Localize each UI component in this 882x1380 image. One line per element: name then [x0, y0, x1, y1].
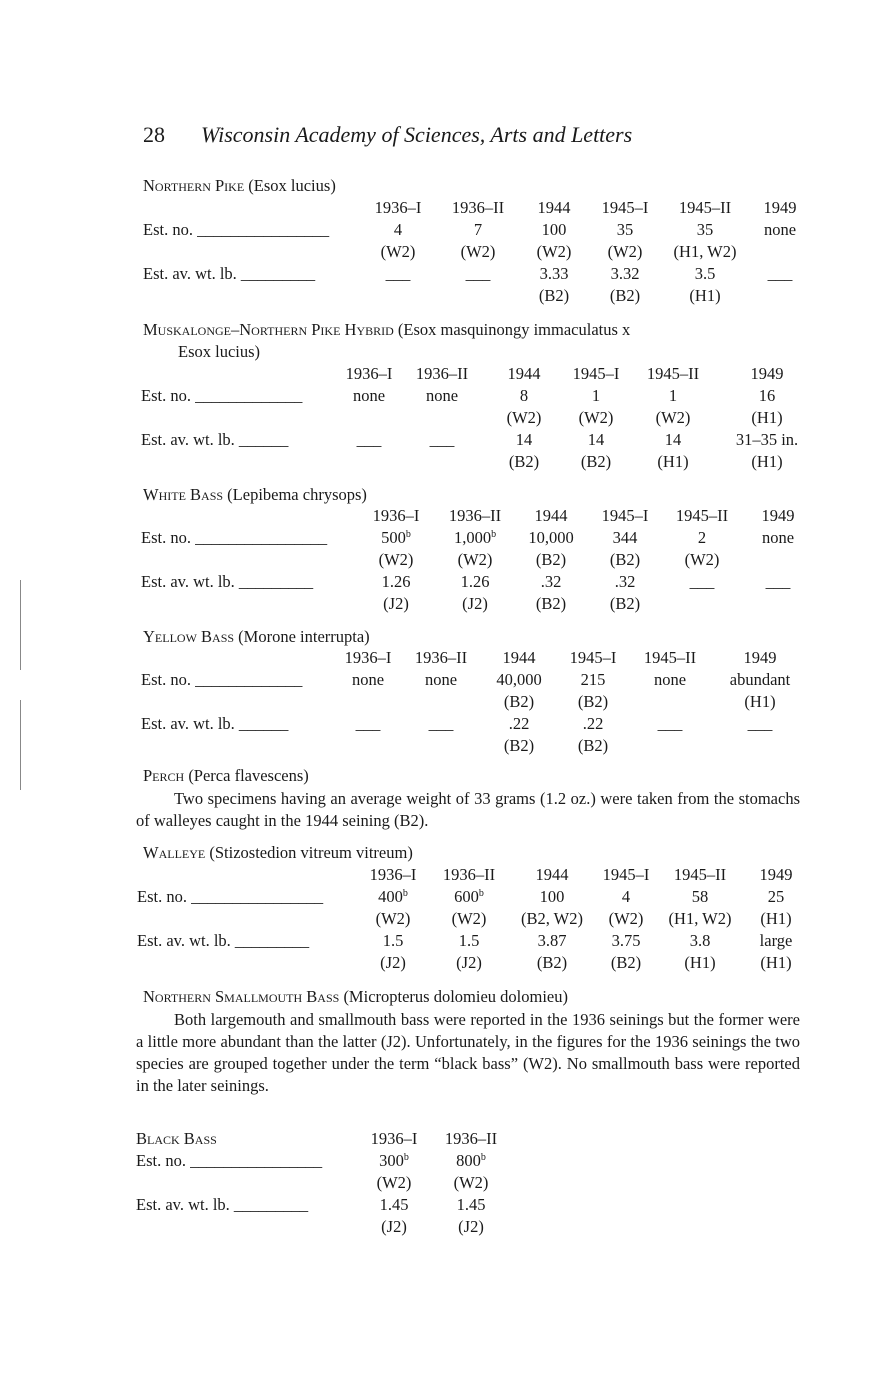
weight-value: 1.5 — [458, 931, 480, 950]
weight-value: 1.5 — [382, 931, 404, 950]
est-no-value: 600$^b$ — [454, 887, 484, 906]
est-no-source: (B2) — [503, 692, 535, 711]
year-header: 1945–I — [601, 506, 649, 525]
year-header: 1945–I — [602, 865, 650, 884]
running-title: Wisconsin Academy of Sciences, Arts and Letters — [201, 122, 633, 147]
est-no-source: (B2) — [577, 692, 609, 711]
est-no-value: 1 — [591, 386, 601, 405]
year-header: 1944 — [534, 506, 568, 525]
est-no-value: 4 — [393, 220, 403, 239]
est-no-source: (W2) — [460, 242, 496, 261]
weight-source: (B2) — [536, 953, 568, 972]
year-header: 1949 — [759, 865, 793, 884]
year-header: 1945–II — [673, 865, 727, 884]
weight-value: ___ — [355, 714, 381, 733]
year-header: 1945–I — [572, 364, 620, 383]
est-no-value: 344 — [612, 528, 638, 547]
est-no-value: none — [352, 386, 386, 405]
est-no-source: (B2) — [609, 550, 641, 569]
est-no-value: 500$^b$ — [381, 528, 411, 547]
margin-mark — [20, 580, 21, 670]
est-no-source: (H1, W2) — [673, 242, 737, 261]
row-label-est-no: Est. no. _____________ — [141, 386, 303, 405]
est-no-value: 35 — [616, 220, 634, 239]
footnote-marker: b — [405, 529, 411, 540]
year-header: 1936–I — [344, 648, 392, 667]
weight-source: (H1) — [751, 452, 783, 471]
year-header: 1945–I — [569, 648, 617, 667]
row-label-est-no: Est. no. ________________ — [141, 528, 328, 547]
row-label-est-no: Est. no. ________________ — [143, 220, 330, 239]
est-no-source: (W2) — [607, 242, 643, 261]
est-no-value: 100 — [541, 220, 567, 239]
year-header: 1936–II — [451, 198, 505, 217]
weight-value: 3.5 — [694, 264, 716, 283]
weight-value: 14 — [587, 430, 605, 449]
footnote-marker: b — [480, 1152, 486, 1163]
year-header: 1936–II — [442, 865, 496, 884]
weight-source: (H1) — [689, 286, 721, 305]
footnote-marker: b — [478, 888, 484, 899]
year-header: 1936–I — [369, 865, 417, 884]
est-no-source: (W2) — [655, 408, 691, 427]
row-label-weight: Est. av. wt. lb. ______ — [141, 430, 289, 449]
row-label-weight: Est. av. wt. lb. _________ — [143, 264, 316, 283]
weight-value: ___ — [428, 714, 454, 733]
weight-value: ___ — [689, 572, 715, 591]
section-heading-northern-pike: Northern Pike (Esox lucius) — [143, 176, 336, 195]
weight-value: 14 — [664, 430, 682, 449]
year-header: 1936–I — [370, 1129, 418, 1148]
year-header: 1936–II — [448, 506, 502, 525]
year-header: 1936–II — [444, 1129, 498, 1148]
est-no-value: none — [351, 670, 385, 689]
est-no-source: (W2) — [453, 1173, 489, 1192]
est-no-source: (W2) — [608, 909, 644, 928]
est-no-value: 40,000 — [496, 670, 542, 689]
weight-value: .22 — [508, 714, 530, 733]
year-header: 1936–I — [345, 364, 393, 383]
weight-value: 31–35 in. — [735, 430, 799, 449]
row-label-weight: Est. av. wt. lb. _________ — [141, 572, 314, 591]
weight-value: 3.75 — [611, 931, 641, 950]
est-no-source: (W2) — [506, 408, 542, 427]
weight-source: (B2) — [610, 953, 642, 972]
weight-value: 14 — [515, 430, 533, 449]
weight-source: (J2) — [458, 1217, 484, 1236]
weight-source: (H1) — [760, 953, 792, 972]
est-no-value: 400$^b$ — [378, 887, 408, 906]
weight-value: ___ — [385, 264, 411, 283]
weight-value: ___ — [657, 714, 683, 733]
weight-source: (B2) — [535, 594, 567, 613]
est-no-source: (B2, W2) — [520, 909, 584, 928]
weight-source: (J2) — [380, 953, 406, 972]
weight-source: (B2) — [503, 736, 535, 755]
weight-value: .32 — [614, 572, 636, 591]
weight-value: ___ — [765, 572, 791, 591]
est-no-source: (W2) — [451, 909, 487, 928]
est-no-value: 16 — [758, 386, 776, 405]
weight-value: 1.26 — [381, 572, 411, 591]
est-no-value: 300$^b$ — [379, 1151, 409, 1170]
year-header: 1945–II — [675, 506, 729, 525]
section-heading-smallmouth: Northern Smallmouth Bass (Micropterus dolomieu dolomieu) — [143, 987, 568, 1006]
weight-value: .22 — [582, 714, 604, 733]
est-no-value: none — [653, 670, 687, 689]
est-no-value: 4 — [621, 887, 631, 906]
year-header: 1949 — [761, 506, 795, 525]
row-label-weight: Est. av. wt. lb. _________ — [137, 931, 310, 950]
section-heading-black-bass: Black Bass — [136, 1129, 217, 1148]
section-heading-yellow-bass: Yellow Bass (Morone interrupta) — [143, 627, 370, 646]
est-no-value: 800$^b$ — [456, 1151, 486, 1170]
weight-source: (B2) — [609, 594, 641, 613]
year-header: 1944 — [537, 198, 571, 217]
weight-value: 3.87 — [537, 931, 567, 950]
est-no-source: (H1) — [751, 408, 783, 427]
row-label-est-no: Est. no. ________________ — [137, 887, 324, 906]
perch-paragraph: Two specimens having an average weight of 33 grams (1.2 oz.) were taken from the stomachs of walleyes caught in the 1944 seining (B2). — [136, 789, 800, 830]
weight-source: (B2) — [609, 286, 641, 305]
est-no-source: (W2) — [684, 550, 720, 569]
weight-source: (J2) — [381, 1217, 407, 1236]
weight-value: ___ — [767, 264, 793, 283]
est-no-value: none — [761, 528, 795, 547]
section-heading-perch: Perch (Perca flavescens) — [143, 766, 309, 785]
weight-value: 1.45 — [379, 1195, 409, 1214]
footnote-marker: b — [402, 888, 408, 899]
est-no-source: (H1) — [744, 692, 776, 711]
weight-value: 3.33 — [539, 264, 569, 283]
weight-source: (H1) — [684, 953, 716, 972]
weight-source: (B2) — [508, 452, 540, 471]
year-header: 1949 — [763, 198, 797, 217]
weight-value: ___ — [465, 264, 491, 283]
est-no-value: none — [763, 220, 797, 239]
est-no-value: 10,000 — [528, 528, 574, 547]
smallmouth-paragraph: Both largemouth and smallmouth bass were reported in the 1936 seinings but the former were a little more abundant than the latter (J2). Unfortunately, in the figures for the 1936 seinings the two species are grouped together under the term “black bass” (W2). No smallmouth bass were reported in the later seinings. — [136, 1010, 800, 1095]
weight-value: ___ — [356, 430, 382, 449]
est-no-source: (W2) — [378, 550, 414, 569]
weight-source: (H1) — [657, 452, 689, 471]
est-no-source: (W2) — [375, 909, 411, 928]
est-no-source: (W2) — [380, 242, 416, 261]
row-label-weight: Est. av. wt. lb. ______ — [141, 714, 289, 733]
est-no-source: (W2) — [457, 550, 493, 569]
weight-source: (J2) — [462, 594, 488, 613]
est-no-source: (W2) — [376, 1173, 412, 1192]
est-no-value: 35 — [696, 220, 714, 239]
year-header: 1945–II — [646, 364, 700, 383]
est-no-value: 100 — [539, 887, 565, 906]
est-no-value: 215 — [580, 670, 606, 689]
section-heading-hybrid: Muskalonge–Northern Pike Hybrid (Esox masquinongy immaculatus x — [143, 320, 631, 339]
est-no-value: 2 — [697, 528, 707, 547]
year-header: 1945–II — [643, 648, 697, 667]
year-header: 1936–II — [415, 364, 469, 383]
weight-source: (J2) — [383, 594, 409, 613]
est-no-value: 1,000$^b$ — [453, 528, 497, 547]
weight-value: 3.8 — [689, 931, 711, 950]
year-header: 1949 — [750, 364, 784, 383]
weight-value: large — [759, 931, 793, 950]
footnote-marker: b — [403, 1152, 409, 1163]
est-no-source: (W2) — [536, 242, 572, 261]
row-label-est-no: Est. no. _____________ — [141, 670, 303, 689]
est-no-source: (W2) — [578, 408, 614, 427]
year-header: 1944 — [507, 364, 541, 383]
section-heading-walleye: Walleye (Stizostedion vitreum vitreum) — [143, 843, 413, 862]
weight-value: 3.32 — [610, 264, 640, 283]
row-label-est-no: Est. no. ________________ — [136, 1151, 323, 1170]
year-header: 1936–I — [372, 506, 420, 525]
page-header — [143, 122, 632, 148]
row-label-weight: Est. av. wt. lb. _________ — [136, 1195, 309, 1214]
section-heading-hybrid-cont: Esox lucius) — [178, 342, 261, 361]
weight-value: ___ — [429, 430, 455, 449]
margin-mark — [20, 700, 21, 790]
est-no-value: 7 — [473, 220, 483, 239]
est-no-source: (H1) — [760, 909, 792, 928]
page-number: 28 — [143, 122, 165, 147]
weight-source: (J2) — [456, 953, 482, 972]
year-header: 1944 — [502, 648, 536, 667]
weight-source: (B2) — [577, 736, 609, 755]
year-header: 1949 — [743, 648, 777, 667]
year-header: 1945–I — [601, 198, 649, 217]
est-no-value: none — [424, 670, 458, 689]
est-no-value: 8 — [519, 386, 529, 405]
year-header: 1944 — [535, 865, 569, 884]
weight-source: (B2) — [580, 452, 612, 471]
section-heading-white-bass: White Bass (Lepibema chrysops) — [143, 485, 367, 504]
est-no-value: 25 — [767, 887, 785, 906]
weight-value: .32 — [540, 572, 562, 591]
est-no-value: abundant — [729, 670, 791, 689]
est-no-source: (B2) — [535, 550, 567, 569]
year-header: 1936–II — [414, 648, 468, 667]
est-no-value: 58 — [691, 887, 709, 906]
footnote-marker: b — [491, 529, 497, 540]
est-no-source: (H1, W2) — [668, 909, 732, 928]
weight-source: (B2) — [538, 286, 570, 305]
weight-value: 1.26 — [460, 572, 490, 591]
est-no-value: 1 — [668, 386, 678, 405]
weight-value: 1.45 — [456, 1195, 486, 1214]
est-no-value: none — [425, 386, 459, 405]
year-header: 1945–II — [678, 198, 732, 217]
year-header: 1936–I — [374, 198, 422, 217]
weight-value: ___ — [747, 714, 773, 733]
